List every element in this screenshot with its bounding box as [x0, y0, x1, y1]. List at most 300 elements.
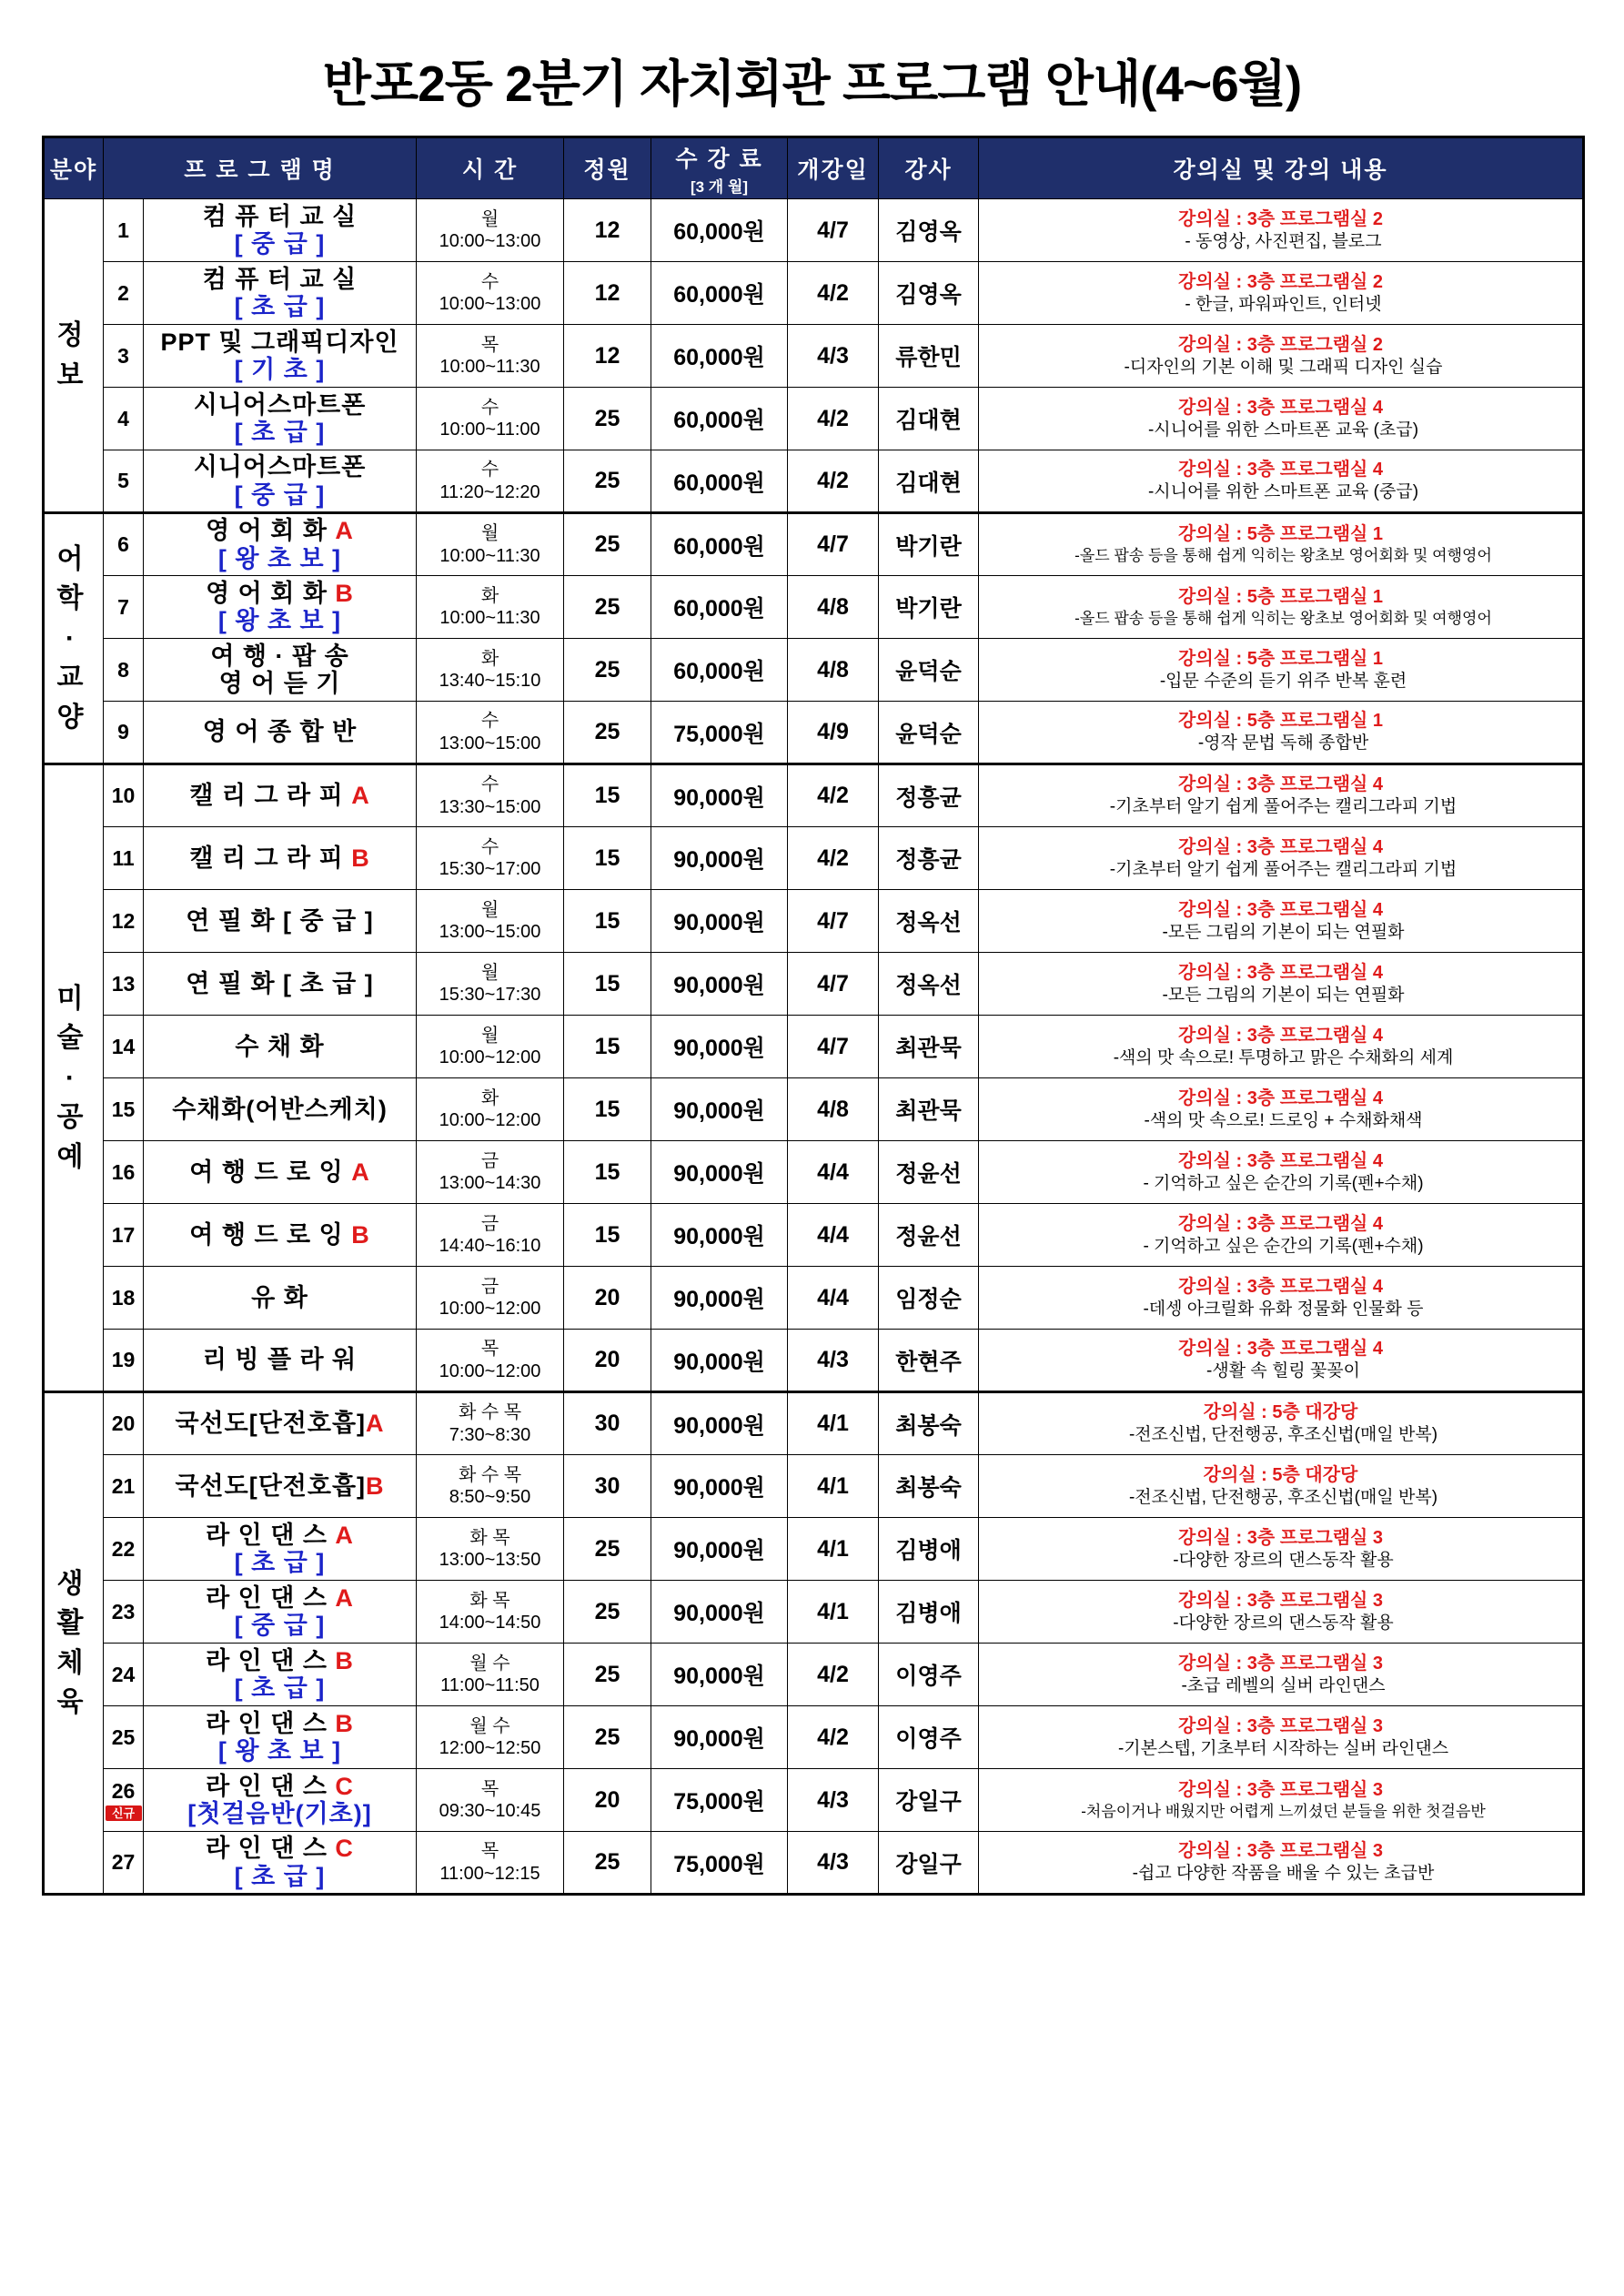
room-location: 강의실 : 5층 대강당: [1203, 1464, 1358, 1485]
room-description: - 한글, 파워파인트, 인터넷: [1185, 294, 1382, 314]
program-teacher: 정윤선: [879, 1141, 979, 1204]
room-location: 강의실 : 3층 프로그램실 2: [1178, 271, 1384, 292]
program-time: 화 수 목 7:30~8:30: [417, 1392, 564, 1455]
row-number: 23: [104, 1581, 144, 1644]
program-fee: 90,000원: [651, 1706, 788, 1769]
row-number: 9: [104, 702, 144, 764]
program-time: 월 13:00~15:00: [417, 890, 564, 953]
row-number: 27: [104, 1832, 144, 1895]
program-name: 캘 리 그 라 피 B: [144, 827, 417, 890]
room-location: 강의실 : 3층 프로그램실 3: [1178, 1779, 1384, 1800]
room-location: 강의실 : 3층 프로그램실 4: [1178, 1276, 1384, 1297]
program-name: 수 채 화: [144, 1016, 417, 1078]
program-fee: 75,000원: [651, 1832, 788, 1895]
program-fee: 60,000원: [651, 388, 788, 450]
room-description: - 기억하고 싶은 순간의 기록(펜+수채): [1143, 1236, 1424, 1256]
program-time: 화 13:40~15:10: [417, 639, 564, 702]
program-capacity: 25: [564, 1644, 651, 1706]
program-time: 화 10:00~12:00: [417, 1078, 564, 1141]
column-header-room: 강의실 및 강의 내용: [979, 137, 1584, 199]
program-open-date: 4/8: [788, 639, 879, 702]
field-cell: 미 술 · 공 예: [44, 764, 104, 1392]
row-number: 24: [104, 1644, 144, 1706]
program-fee: 90,000원: [651, 1204, 788, 1267]
row-number: 11: [104, 827, 144, 890]
table-row: [44, 513, 1584, 576]
room-description: -색의 맛 속으로! 드로잉 + 수채화채색: [1144, 1110, 1423, 1130]
program-name: 라 인 댄 스 B [ 왕 초 보 ]: [144, 1706, 417, 1769]
row-number: 18: [104, 1267, 144, 1330]
program-teacher: 정흥균: [879, 764, 979, 827]
program-name: 연 필 화 [ 초 급 ]: [144, 953, 417, 1016]
program-open-date: 4/7: [788, 890, 879, 953]
room-description: -올드 팝송 등을 통해 쉽게 익히는 왕초보 영어회화 및 여행영어: [1074, 547, 1492, 565]
program-teacher: 김병애: [879, 1518, 979, 1581]
program-capacity: 25: [564, 450, 651, 513]
program-fee: 60,000원: [651, 199, 788, 262]
room-description: -쉽고 다양한 작품을 배울 수 있는 초급반: [1132, 1864, 1435, 1884]
room-location: 강의실 : 5층 프로그램실 1: [1178, 648, 1384, 669]
program-open-date: 4/1: [788, 1392, 879, 1455]
program-name: 시니어스마트폰 [ 중 급 ]: [144, 450, 417, 513]
program-name: 라 인 댄 스 A [ 초 급 ]: [144, 1518, 417, 1581]
program-open-date: 4/1: [788, 1518, 879, 1581]
program-open-date: 4/2: [788, 827, 879, 890]
program-capacity: 25: [564, 639, 651, 702]
program-teacher: 윤덕순: [879, 639, 979, 702]
program-room: [979, 388, 1584, 450]
program-time: 월 10:00~12:00: [417, 1016, 564, 1078]
program-teacher: 김병애: [879, 1581, 979, 1644]
program-open-date: 4/4: [788, 1204, 879, 1267]
program-capacity: 12: [564, 262, 651, 325]
program-name: 여 행 드 로 잉 B: [144, 1204, 417, 1267]
program-teacher: 최관묵: [879, 1078, 979, 1141]
program-room: [979, 1644, 1584, 1706]
room-description: -처음이거나 배웠지만 어렵게 느끼셨던 분들을 위한 첫걸음반: [1081, 1802, 1486, 1820]
row-number: 25: [104, 1706, 144, 1769]
program-room: [979, 199, 1584, 262]
program-fee: 90,000원: [651, 1392, 788, 1455]
table-row: [44, 1141, 1584, 1204]
table-row: [44, 1581, 1584, 1644]
room-location: 강의실 : 3층 프로그램실 4: [1178, 1339, 1384, 1360]
program-teacher: 한현주: [879, 1330, 979, 1392]
program-room: [979, 1455, 1584, 1518]
new-badge: 신규: [106, 1805, 142, 1821]
program-capacity: 15: [564, 953, 651, 1016]
program-time: 수 10:00~13:00: [417, 262, 564, 325]
program-time: 수 10:00~11:00: [417, 388, 564, 450]
column-header-open-date: 개강일: [788, 137, 879, 199]
program-room: [979, 1204, 1584, 1267]
row-number: 16: [104, 1141, 144, 1204]
program-teacher: 정옥선: [879, 953, 979, 1016]
room-description: -모든 그림의 기본이 되는 연필화: [1162, 985, 1405, 1005]
table-row: [44, 1455, 1584, 1518]
room-location: 강의실 : 3층 프로그램실 4: [1178, 1025, 1384, 1046]
program-room: [979, 702, 1584, 764]
room-location: 강의실 : 3층 프로그램실 4: [1178, 1213, 1384, 1234]
table-row: [44, 1392, 1584, 1455]
program-capacity: 25: [564, 1518, 651, 1581]
program-name: 연 필 화 [ 중 급 ]: [144, 890, 417, 953]
table-row: [44, 325, 1584, 388]
program-fee: 90,000원: [651, 890, 788, 953]
row-number: 3: [104, 325, 144, 388]
table-row: [44, 827, 1584, 890]
program-fee: 60,000원: [651, 450, 788, 513]
program-time: 목 09:30~10:45: [417, 1769, 564, 1832]
program-capacity: 20: [564, 1330, 651, 1392]
row-number: 1: [104, 199, 144, 262]
program-capacity: 30: [564, 1392, 651, 1455]
room-location: 강의실 : 3층 프로그램실 2: [1178, 208, 1384, 229]
program-open-date: 4/1: [788, 1455, 879, 1518]
row-number: 4: [104, 388, 144, 450]
program-capacity: 15: [564, 890, 651, 953]
room-location: 강의실 : 3층 프로그램실 4: [1178, 1150, 1384, 1171]
table-row: [44, 1644, 1584, 1706]
program-capacity: 25: [564, 702, 651, 764]
table-row: [44, 199, 1584, 262]
program-teacher: 최봉숙: [879, 1455, 979, 1518]
program-name: 영 어 종 합 반: [144, 702, 417, 764]
program-capacity: 15: [564, 764, 651, 827]
program-teacher: 강일구: [879, 1832, 979, 1895]
table-row: [44, 1706, 1584, 1769]
room-location: 강의실 : 3층 프로그램실 4: [1178, 774, 1384, 795]
program-open-date: 4/8: [788, 1078, 879, 1141]
program-teacher: 김대현: [879, 388, 979, 450]
program-open-date: 4/7: [788, 199, 879, 262]
program-open-date: 4/1: [788, 1581, 879, 1644]
program-room: [979, 1706, 1584, 1769]
program-name: 리 빙 플 라 워: [144, 1330, 417, 1392]
row-number: 10: [104, 764, 144, 827]
program-time: 월 수 12:00~12:50: [417, 1706, 564, 1769]
program-open-date: 4/3: [788, 1769, 879, 1832]
program-teacher: 정흥균: [879, 827, 979, 890]
program-name: 라 인 댄 스 C [ 초 급 ]: [144, 1832, 417, 1895]
program-teacher: 이영주: [879, 1644, 979, 1706]
room-description: -초급 레벨의 실버 라인댄스: [1181, 1675, 1386, 1695]
program-open-date: 4/8: [788, 576, 879, 639]
program-room: [979, 513, 1584, 576]
program-fee: 90,000원: [651, 827, 788, 890]
row-number: 22: [104, 1518, 144, 1581]
program-room: [979, 827, 1584, 890]
program-time: 화 목 14:00~14:50: [417, 1581, 564, 1644]
program-open-date: 4/2: [788, 450, 879, 513]
room-location: 강의실 : 5층 프로그램실 1: [1178, 524, 1384, 545]
table-row: [44, 953, 1584, 1016]
column-header-fee: [651, 137, 788, 199]
program-room: [979, 325, 1584, 388]
table-row: [44, 639, 1584, 702]
program-name: 여 행 · 팝 송 영 어 듣 기: [144, 639, 417, 702]
room-description: -영작 문법 독해 종합반: [1197, 733, 1369, 754]
table-row: [44, 1330, 1584, 1392]
program-capacity: 15: [564, 1204, 651, 1267]
program-time: 금 14:40~16:10: [417, 1204, 564, 1267]
room-location: 강의실 : 3층 프로그램실 2: [1178, 334, 1384, 355]
program-time: 목 10:00~11:30: [417, 325, 564, 388]
program-capacity: 25: [564, 576, 651, 639]
table-row: [44, 262, 1584, 325]
row-number: 20: [104, 1392, 144, 1455]
program-capacity: 15: [564, 1016, 651, 1078]
program-teacher: 최관묵: [879, 1016, 979, 1078]
column-header-teacher: 강사: [879, 137, 979, 199]
room-location: 강의실 : 3층 프로그램실 3: [1178, 1590, 1384, 1611]
program-open-date: 4/3: [788, 325, 879, 388]
program-fee: 90,000원: [651, 1455, 788, 1518]
row-number: 6: [104, 513, 144, 576]
room-description: - 동영상, 사진편집, 블로그: [1185, 231, 1382, 251]
program-room: [979, 1330, 1584, 1392]
room-location: 강의실 : 3층 프로그램실 3: [1178, 1653, 1384, 1674]
program-teacher: 최봉숙: [879, 1392, 979, 1455]
table-row: [44, 1204, 1584, 1267]
room-location: 강의실 : 3층 프로그램실 4: [1178, 460, 1384, 480]
room-description: -기초부터 알기 쉽게 풀어주는 캘리그라피 기법: [1109, 859, 1458, 879]
room-description: -전조신법, 단전행공, 후조신법(매일 반복): [1128, 1487, 1438, 1507]
program-room: [979, 450, 1584, 513]
program-teacher: 박기란: [879, 513, 979, 576]
program-room: [979, 890, 1584, 953]
room-location: 강의실 : 3층 프로그램실 4: [1178, 899, 1384, 920]
program-fee: 90,000원: [651, 1581, 788, 1644]
room-location: 강의실 : 3층 프로그램실 3: [1178, 1527, 1384, 1548]
program-name: 수채화(어반스케치): [144, 1078, 417, 1141]
room-location: 강의실 : 3층 프로그램실 3: [1178, 1715, 1384, 1736]
program-fee: 90,000원: [651, 1078, 788, 1141]
room-location: 강의실 : 3층 프로그램실 4: [1178, 397, 1384, 418]
room-description: -시니어를 위한 스마트폰 교육 (중급): [1147, 482, 1419, 502]
room-description: -데셍 아크릴화 유화 정물화 인물화 등: [1143, 1299, 1424, 1319]
program-teacher: 정옥선: [879, 890, 979, 953]
row-number: 8: [104, 639, 144, 702]
program-name: 유 화: [144, 1267, 417, 1330]
program-room: [979, 1581, 1584, 1644]
program-room: [979, 1267, 1584, 1330]
room-description: -모든 그림의 기본이 되는 연필화: [1162, 922, 1405, 942]
program-room: [979, 1392, 1584, 1455]
program-time: 월 15:30~17:30: [417, 953, 564, 1016]
table-row: [44, 576, 1584, 639]
program-open-date: 4/7: [788, 953, 879, 1016]
program-fee: 60,000원: [651, 513, 788, 576]
program-fee: 60,000원: [651, 325, 788, 388]
room-description: -색의 맛 속으로! 투명하고 맑은 수채화의 세계: [1113, 1047, 1454, 1067]
page-title: 반포2동 2분기 자치회관 프로그램 안내(4~6월): [322, 56, 1302, 112]
program-time: 수 13:30~15:00: [417, 764, 564, 827]
program-open-date: 4/4: [788, 1141, 879, 1204]
room-description: -기본스텝, 기초부터 시작하는 실버 라인댄스: [1117, 1738, 1449, 1758]
row-number: 7: [104, 576, 144, 639]
program-teacher: 강일구: [879, 1769, 979, 1832]
program-time: 목 11:00~12:15: [417, 1832, 564, 1895]
program-name: 국선도[단전호흡]A: [144, 1392, 417, 1455]
program-time: 수 15:30~17:00: [417, 827, 564, 890]
program-capacity: 25: [564, 513, 651, 576]
table-row: [44, 1267, 1584, 1330]
program-room: [979, 1016, 1584, 1078]
program-fee: 75,000원: [651, 1769, 788, 1832]
program-room: [979, 1518, 1584, 1581]
program-room: [979, 1769, 1584, 1832]
room-location: 강의실 : 3층 프로그램실 4: [1178, 1087, 1384, 1108]
field-cell: 정 보: [44, 199, 104, 513]
program-room: [979, 262, 1584, 325]
column-header-time: 시 간: [417, 137, 564, 199]
program-fee: 90,000원: [651, 1267, 788, 1330]
column-header-field: 분야: [44, 137, 104, 199]
program-open-date: 4/2: [788, 388, 879, 450]
program-fee: 60,000원: [651, 576, 788, 639]
room-description: -입문 수준의 듣기 위주 반복 훈련: [1159, 671, 1407, 691]
program-capacity: 25: [564, 1581, 651, 1644]
program-teacher: 임정순: [879, 1267, 979, 1330]
program-name: 라 인 댄 스 C [첫걸음반(기초)]: [144, 1769, 417, 1832]
program-name: 컴 퓨 터 교 실 [ 초 급 ]: [144, 262, 417, 325]
program-open-date: 4/2: [788, 262, 879, 325]
program-time: 목 10:00~12:00: [417, 1330, 564, 1392]
program-open-date: 4/3: [788, 1330, 879, 1392]
row-number: 2: [104, 262, 144, 325]
room-location: 강의실 : 3층 프로그램실 3: [1178, 1841, 1384, 1862]
program-name: 영 어 회 화 B [ 왕 초 보 ]: [144, 576, 417, 639]
program-teacher: 정윤선: [879, 1204, 979, 1267]
program-capacity: 25: [564, 388, 651, 450]
row-number: 12: [104, 890, 144, 953]
room-description: - 기억하고 싶은 순간의 기록(펜+수채): [1143, 1173, 1424, 1193]
row-number: 13: [104, 953, 144, 1016]
room-location: 강의실 : 5층 프로그램실 1: [1178, 586, 1384, 607]
room-location: 강의실 : 5층 대강당: [1203, 1402, 1358, 1423]
fee-sublabel: [3 개 월]: [690, 177, 749, 196]
program-name: 컴 퓨 터 교 실 [ 중 급 ]: [144, 199, 417, 262]
program-open-date: 4/9: [788, 702, 879, 764]
program-capacity: 30: [564, 1455, 651, 1518]
program-open-date: 4/4: [788, 1267, 879, 1330]
program-fee: 60,000원: [651, 639, 788, 702]
program-fee: 90,000원: [651, 764, 788, 827]
room-description: -시니어를 위한 스마트폰 교육 (초급): [1147, 420, 1419, 440]
program-room: [979, 1141, 1584, 1204]
table-row: [44, 1832, 1584, 1895]
program-fee: 60,000원: [651, 262, 788, 325]
program-time: 월 수 11:00~11:50: [417, 1644, 564, 1706]
program-teacher: 김영옥: [879, 199, 979, 262]
program-time: 화 수 목 8:50~9:50: [417, 1455, 564, 1518]
program-room: [979, 764, 1584, 827]
program-capacity: 25: [564, 1706, 651, 1769]
room-description: -다양한 장르의 댄스동작 활용: [1173, 1550, 1394, 1570]
program-open-date: 4/7: [788, 1016, 879, 1078]
room-description: -디자인의 기본 이해 및 그래픽 디자인 실습: [1124, 357, 1443, 377]
program-fee: 75,000원: [651, 702, 788, 764]
row-number: 5: [104, 450, 144, 513]
table-body: [44, 199, 1584, 1895]
program-room: [979, 1832, 1584, 1895]
table-header: [44, 137, 1584, 199]
program-teacher: 윤덕순: [879, 702, 979, 764]
row-number: 15: [104, 1078, 144, 1141]
program-teacher: 이영주: [879, 1706, 979, 1769]
program-time: 화 목 13:00~13:50: [417, 1518, 564, 1581]
program-name: 라 인 댄 스 A [ 중 급 ]: [144, 1581, 417, 1644]
program-open-date: 4/2: [788, 1644, 879, 1706]
room-description: -전조신법, 단전행공, 후조신법(매일 반복): [1128, 1425, 1438, 1445]
program-capacity: 25: [564, 1832, 651, 1895]
table-row: [44, 1769, 1584, 1832]
program-capacity: 15: [564, 1141, 651, 1204]
program-fee: 90,000원: [651, 1644, 788, 1706]
table-row: [44, 890, 1584, 953]
column-header-program: 프 로 그 램 명: [104, 137, 417, 199]
program-fee: 90,000원: [651, 1518, 788, 1581]
program-open-date: 4/7: [788, 513, 879, 576]
program-name: 캘 리 그 라 피 A: [144, 764, 417, 827]
program-capacity: 15: [564, 1078, 651, 1141]
row-number: 26 신규: [104, 1769, 144, 1832]
program-teacher: 박기란: [879, 576, 979, 639]
program-time: 수 11:20~12:20: [417, 450, 564, 513]
program-open-date: 4/3: [788, 1832, 879, 1895]
program-name: 국선도[단전호흡]B: [144, 1455, 417, 1518]
program-teacher: 김대현: [879, 450, 979, 513]
program-capacity: 20: [564, 1769, 651, 1832]
table-row: [44, 388, 1584, 450]
room-description: -다양한 장르의 댄스동작 활용: [1173, 1613, 1394, 1633]
table-row: [44, 1016, 1584, 1078]
program-room: [979, 639, 1584, 702]
program-name: 라 인 댄 스 B [ 초 급 ]: [144, 1644, 417, 1706]
table-row: [44, 764, 1584, 827]
program-time: 금 13:00~14:30: [417, 1141, 564, 1204]
program-room: [979, 576, 1584, 639]
program-capacity: 20: [564, 1267, 651, 1330]
program-time: 월 10:00~13:00: [417, 199, 564, 262]
row-number: 19: [104, 1330, 144, 1392]
program-fee: 90,000원: [651, 1330, 788, 1392]
program-fee: 90,000원: [651, 1016, 788, 1078]
program-name: PPT 및 그래픽디자인 [ 기 초 ]: [144, 325, 417, 388]
program-fee: 90,000원: [651, 1141, 788, 1204]
table-row: [44, 1518, 1584, 1581]
program-room: [979, 1078, 1584, 1141]
row-number: 17: [104, 1204, 144, 1267]
program-capacity: 12: [564, 199, 651, 262]
program-time: 화 10:00~11:30: [417, 576, 564, 639]
row-number: 21: [104, 1455, 144, 1518]
field-cell: 어 학 · 교 양: [44, 513, 104, 764]
program-time: 월 10:00~11:30: [417, 513, 564, 576]
program-fee: 90,000원: [651, 953, 788, 1016]
table-row: [44, 1078, 1584, 1141]
program-room: [979, 953, 1584, 1016]
table-row: [44, 450, 1584, 513]
field-cell: 생 활 체 육: [44, 1392, 104, 1895]
program-teacher: 김영옥: [879, 262, 979, 325]
fee-label: 수 강 료: [675, 146, 763, 172]
program-open-date: 4/2: [788, 1706, 879, 1769]
column-header-capacity: 정원: [564, 137, 651, 199]
room-location: 강의실 : 5층 프로그램실 1: [1178, 711, 1384, 732]
program-name: 여 행 드 로 잉 A: [144, 1141, 417, 1204]
